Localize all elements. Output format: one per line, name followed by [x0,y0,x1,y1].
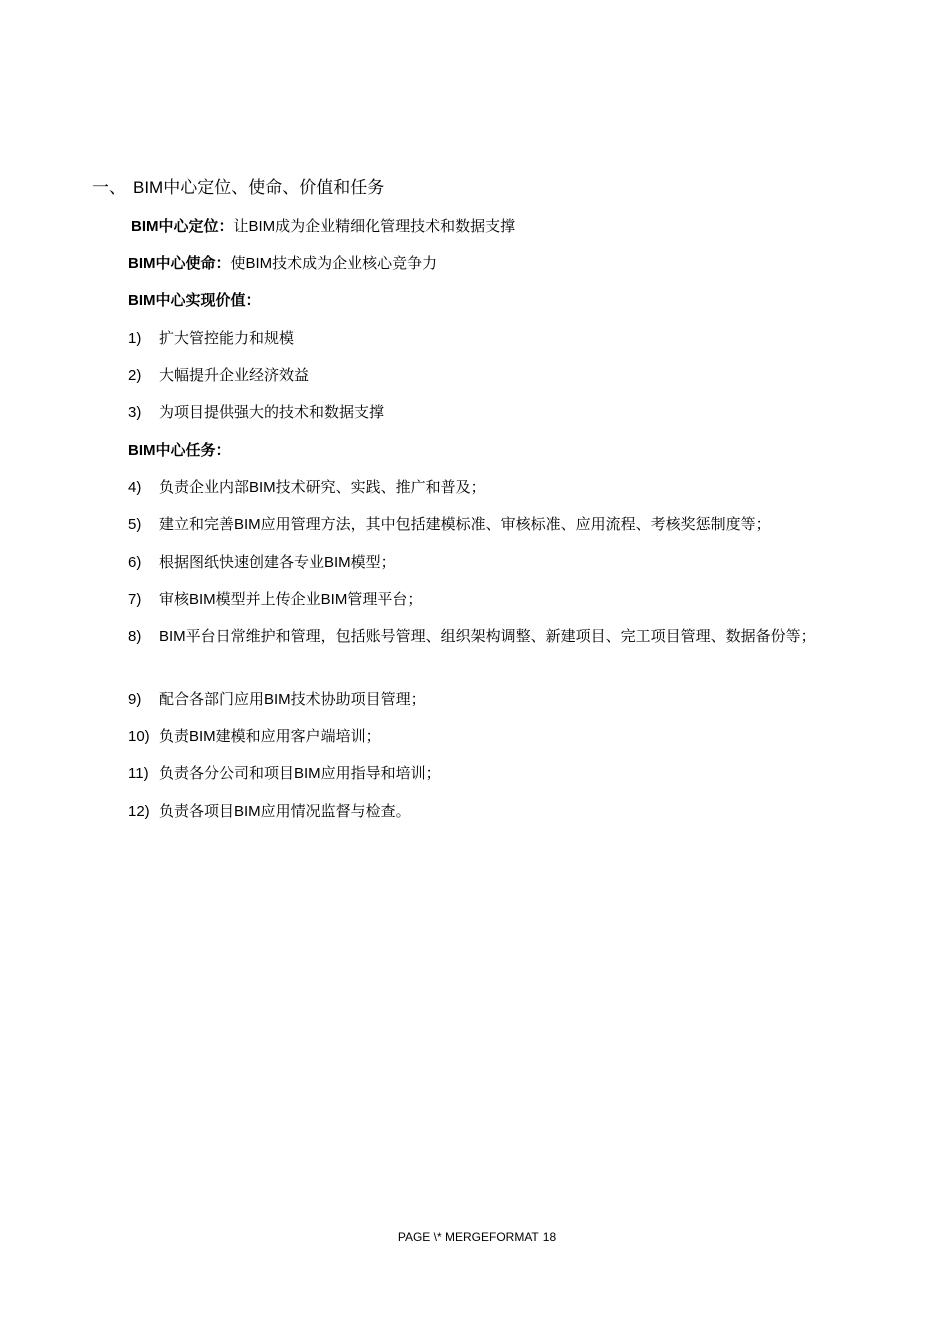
mission-label: BIM中心使命： [128,255,231,272]
list-item [128,326,868,351]
list-marker: 4) [128,479,142,496]
list-text: 扩大管控能力和规模 [159,330,295,347]
list-text: 负责各项目BIM应用情况监督与检查。 [159,803,411,820]
list-marker: 10) [128,728,150,745]
list-text: 负责BIM建模和应用客户端培训； [159,728,381,745]
list-marker: 9) [128,691,142,708]
list-item [128,400,868,425]
list-marker: 11) [128,765,149,782]
list-item [128,761,868,786]
list-item [128,512,868,537]
list-text: 为项目提供强大的技术和数据支撑 [159,404,385,421]
list-marker: 2) [128,367,142,384]
positioning-line [131,216,515,238]
list-text: 配合各部门应用BIM技术协助项目管理； [159,691,426,708]
positioning-label: BIM中心定位： [131,218,234,235]
list-text: 负责各分公司和项目BIM应用指导和培训； [159,765,441,782]
list-item [128,587,868,612]
section-number: 一、 [92,178,126,197]
section-heading [92,176,384,200]
tasks-heading: BIM中心任务： [128,442,231,459]
page-number: 18 [542,1230,557,1244]
list-item [128,475,868,500]
list-marker: 8) [128,628,142,645]
list-marker: 6) [128,554,142,571]
section-title: BIM中心定位、使命、价值和任务 [133,178,385,197]
page-field-code: PAGE \* MERGEFORMAT [397,1230,539,1244]
page-footer [0,1228,950,1246]
list-item [128,724,868,749]
list-marker: 1) [128,330,142,347]
list-text: BIM平台日常维护和管理，包括账号管理、组织架构调整、新建项目、完工项目管理、数据备份等； [159,628,816,645]
list-marker: 3) [128,404,142,421]
list-marker: 12) [128,803,150,820]
value-heading: BIM中心实现价值： [128,292,261,309]
mission-text: 使BIM技术成为企业核心竞争力 [230,255,438,272]
list-marker: 7) [128,591,142,608]
list-item [128,687,868,712]
list-text: 审核BIM模型并上传企业BIM管理平台； [159,591,423,608]
list-item [128,624,868,649]
list-text: 负责企业内部BIM技术研究、实践、推广和普及； [159,479,486,496]
mission-line [128,253,437,275]
list-text: 根据图纸快速创建各专业BIM模型； [159,554,396,571]
list-marker: 5) [128,516,142,533]
list-item [128,799,868,824]
positioning-text: 让BIM成为企业精细化管理技术和数据支撑 [233,218,516,235]
list-text: 建立和完善BIM应用管理方法，其中包括建模标准、审核标准、应用流程、考核奖惩制度等； [159,516,771,533]
list-item [128,550,868,575]
list-item [128,363,868,388]
list-text: 大幅提升企业经济效益 [159,367,310,384]
